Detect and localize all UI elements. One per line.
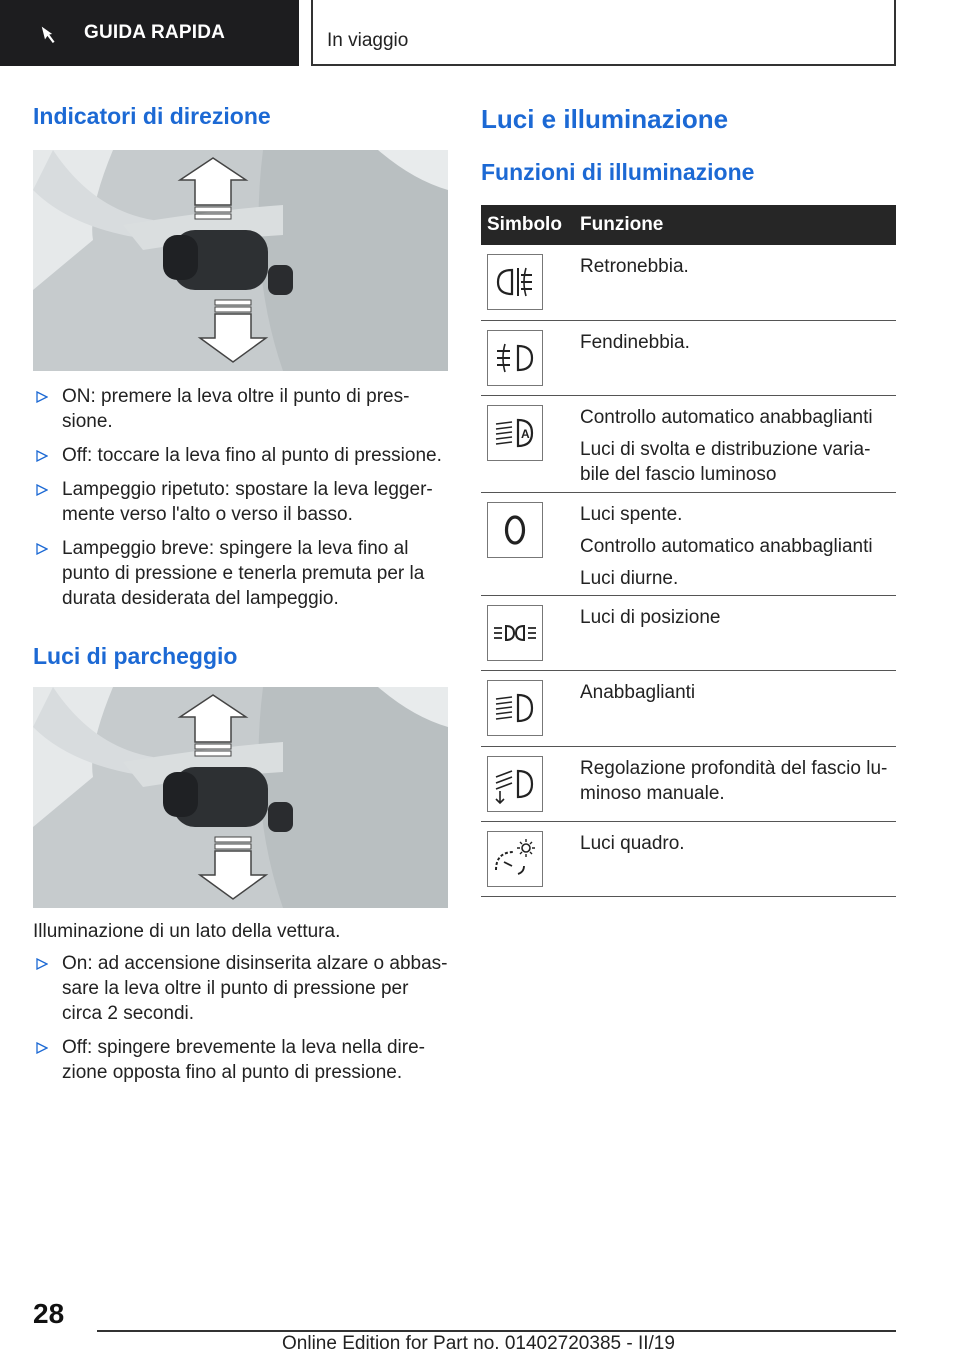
triangle-bullet-icon <box>36 484 48 496</box>
headlight-range-icon <box>487 756 543 812</box>
triangle-bullet-icon <box>36 450 48 462</box>
table-row <box>481 245 896 321</box>
list-item: Off: toccare la leva fino al punto di pressione. <box>33 443 448 468</box>
table-row <box>481 671 896 747</box>
list-item: Lampeggio breve: spingere la leva fino al punto di pressione e tenerla premuta per la durata desiderata del lampeggio. <box>33 536 448 611</box>
instrument-lighting-icon <box>487 831 543 887</box>
page-number: 28 <box>33 1298 65 1329</box>
table-row <box>481 747 896 822</box>
row-function-text: Controllo automatico anabbaglianti <box>580 536 873 557</box>
lights-off-zero-icon <box>487 502 543 558</box>
triangle-bullet-icon <box>36 391 48 403</box>
list-item: Off: spingere brevemente la leva nella dire-zione opposta fino al punto di pressione. <box>33 1035 448 1085</box>
table-row <box>481 822 896 897</box>
list-item: On: ad accensione disinserita alzare o abbas-sare la leva oltre il punto di pressione per circa 2 secondi. <box>33 951 448 1026</box>
chapter-title: In viaggio <box>327 30 409 51</box>
rear-fog-light-icon <box>487 254 543 310</box>
left-column <box>33 100 448 1094</box>
parking-lights-icon <box>487 605 543 661</box>
triangle-bullet-icon <box>36 543 48 555</box>
svg-text:A: A <box>521 427 530 441</box>
row-function-text: Fendinebbia. <box>580 332 690 353</box>
parking-light-instructions <box>33 951 448 1085</box>
row-function-text: Luci di svolta e distribuzione varia-bile del fascio luminoso <box>580 439 871 485</box>
section-title-parking-lights: Luci di parcheggio <box>33 643 238 669</box>
table-header <box>481 205 896 245</box>
front-fog-light-icon <box>487 330 543 386</box>
list-item: Lampeggio ripetuto: spostare la leva legger-mente verso l'alto o verso il basso. <box>33 477 448 527</box>
row-function-text: Anabbaglianti <box>580 682 696 703</box>
row-function-text: Luci di posizione <box>580 607 721 628</box>
section-title-turn-signals: Indicatori di direzione <box>33 103 271 129</box>
auto-high-beam-icon <box>487 405 543 461</box>
table-row <box>481 321 896 396</box>
table-row <box>481 493 896 596</box>
column-header-symbol: Simbolo <box>487 214 562 235</box>
section-title-lighting: Luci e illuminazione <box>481 104 729 134</box>
hand-pointer-icon <box>40 21 64 45</box>
row-function-text: Retronebbia. <box>580 256 689 277</box>
column-header-function: Funzione <box>580 214 664 235</box>
turn-signal-instructions <box>33 384 448 611</box>
triangle-bullet-icon <box>36 958 48 970</box>
parking-light-lever-illustration <box>33 687 448 908</box>
triangle-bullet-icon <box>36 1042 48 1054</box>
subsection-title-lighting-functions: Funzioni di illuminazione <box>481 159 755 185</box>
row-function-text: Luci diurne. <box>580 568 679 589</box>
section-tab-label: GUIDA RAPIDA <box>84 22 226 43</box>
low-beam-icon <box>487 680 543 736</box>
parking-lights-intro: Illuminazione di un lato della vettura. <box>33 921 341 942</box>
row-function-text: Luci quadro. <box>580 833 685 854</box>
list-item: ON: premere la leva oltre il punto di pres-sione. <box>33 384 448 434</box>
row-function-text: Controllo automatico anabbaglianti <box>580 407 873 428</box>
turn-signal-lever-illustration <box>33 150 448 371</box>
right-column <box>481 100 896 900</box>
row-function-text: Luci spente. <box>580 504 683 525</box>
footer-edition-text: Online Edition for Part no. 01402720385 - II/19 <box>282 1333 675 1354</box>
footer-divider <box>97 1330 896 1332</box>
section-tab-quick-guide[interactable] <box>0 0 299 66</box>
table-row <box>481 596 896 671</box>
table-row <box>481 396 896 493</box>
chapter-header <box>311 0 896 66</box>
row-function-text: Regolazione profondità del fascio lu-minoso manuale. <box>580 758 888 804</box>
